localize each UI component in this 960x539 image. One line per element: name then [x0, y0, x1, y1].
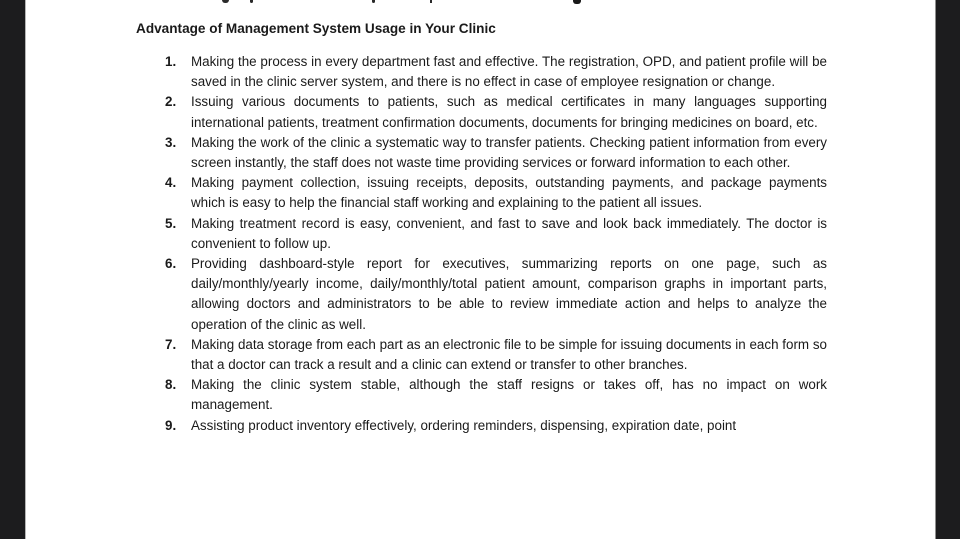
list-item: [165, 173, 827, 213]
list-item: [165, 416, 827, 436]
list-item-text: Making treatment record is easy, convenient, and fast to save and look back immediately. The doctor is convenient to follow up.: [191, 215, 827, 251]
list-item: [165, 214, 827, 254]
list-item-text: Issuing various documents to patients, such as medical certificates in many languages supporting international patients, treatment confirmation documents, documents for bringing medicines on board, etc.: [191, 94, 827, 130]
list-item-text: Assisting product inventory effectively, ordering reminders, dispensing, expiration date, point: [191, 417, 737, 433]
list-item: [165, 375, 827, 415]
list-item-number: 8.: [165, 377, 177, 393]
list-item-number: 4.: [165, 175, 177, 191]
document-heading: Advantage of Management System Usage in Your Clinic: [136, 21, 496, 36]
list-item-text: Making payment collection, issuing receipts, deposits, outstanding payments, and package payments which is easy to help the financial staff working and explaining to the patient all issues.: [191, 175, 827, 211]
list-item-number: 1.: [165, 54, 177, 69]
clipped-text-fragment: [250, 0, 253, 3]
list-item-number: 2.: [165, 94, 177, 110]
list-item-number: 9.: [165, 417, 177, 433]
clipped-text-fragment: [430, 0, 432, 3]
clipped-text-fragment: [573, 0, 581, 4]
list-item-text: Making the work of the clinic a systematic way to transfer patients. Checking patient information from every screen instantly, the staff does not waste time providing services or forward information to each other.: [191, 134, 827, 171]
list-item-text: Making data storage from each part as an electronic file to be simple for issuing documents in each form so that a doctor can track a result and a clinic can extend or transfer to other branches.: [191, 336, 827, 373]
list-item: [165, 52, 827, 92]
list-item: [165, 335, 827, 375]
list-item: [165, 254, 827, 335]
advantages-list: [165, 52, 827, 436]
list-item: [165, 133, 827, 173]
list-item-text: Making the process in every department fast and effective. The registration, OPD, and patient profile will be saved in the clinic server system, and there is no effect in case of employee resignation or change.: [191, 54, 827, 90]
document-page[interactable]: [25, 0, 936, 539]
list-item-number: 7.: [165, 336, 177, 352]
list-item-text: Making the clinic system stable, although the staff resigns or takes off, has no impact on work management.: [191, 377, 827, 413]
list-item: [165, 92, 827, 132]
list-item-text: Providing dashboard-style report for executives, summarizing reports on one page, such as daily/monthly/yearly income, daily/monthly/total patient amount, comparison graphs in important parts, allowing doctors and administrators to be able to review immediate action and helps to analyze the operation of the clinic as well.: [191, 256, 827, 332]
clipped-text-fragment: [222, 0, 229, 3]
clipped-text-fragment: [372, 0, 375, 3]
list-item-number: 6.: [165, 256, 177, 272]
list-item-number: 5.: [165, 215, 177, 231]
list-item-number: 3.: [165, 134, 177, 150]
